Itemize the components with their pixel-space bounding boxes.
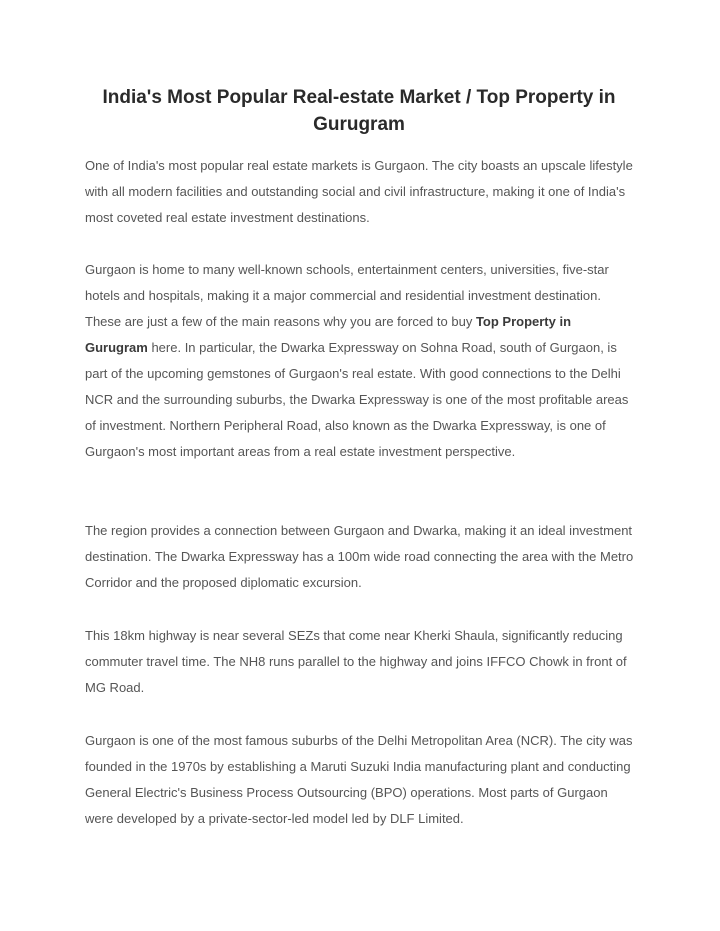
- paragraph-connection: The region provides a connection between Gurgaon and Dwarka, making it an ideal investment destination. The Dwarka Expressway has a 100m wide road connecting the area with the Metro Corridor and the proposed diplomatic excursion.: [85, 523, 634, 590]
- paragraph-text: here. In particular, the Dwarka Expressway on Sohna Road, south of Gurgaon, is part of the upcoming gemstones of Gurgaon's real estate. With good connections to the Delhi NCR and the surrounding suburbs, the Dwarka Expressway is one of the most profitable areas of investment. Northern Peripheral Road, also known as the Dwarka Expressway, is one of Gurgaon's most important areas from a real estate investment perspective.: [85, 340, 629, 459]
- paragraph-history: Gurgaon is one of the most famous suburbs of the Delhi Metropolitan Area (NCR). The city was founded in the 1970s by establishing a Maruti Suzuki India manufacturing plant and conducting General Electric's Business Process Outsourcing (BPO) operations. Most parts of Gurgaon were developed by a private-sector-led model led by DLF Limited.: [85, 733, 633, 826]
- keyword-link-text: Top Property in Gurugram: [85, 314, 572, 355]
- paragraph-intro: One of India's most popular real estate markets is Gurgaon. The city boasts an upscale lifestyle with all modern facilities and outstanding social and civil infrastructure, making it one of India's most coveted real estate investment destinations.: [85, 158, 633, 225]
- document-title: India's Most Popular Real-estate Market / Top Property in Gurugram: [102, 87, 616, 135]
- paragraph-highlights: [85, 257, 637, 465]
- paragraph-highway: This 18km highway is near several SEZs that come near Kherki Shaula, significantly reducing commuter travel time. The NH8 runs parallel to the highway and joins IFFCO Chowk in front of MG Road.: [85, 628, 627, 695]
- paragraph-text: Gurgaon is home to many well-known schools, entertainment centers, universities, five-star hotels and hospitals, making it a major commercial and residential investment destination. These are just a few of the main reasons why you are forced to buy: [85, 262, 609, 329]
